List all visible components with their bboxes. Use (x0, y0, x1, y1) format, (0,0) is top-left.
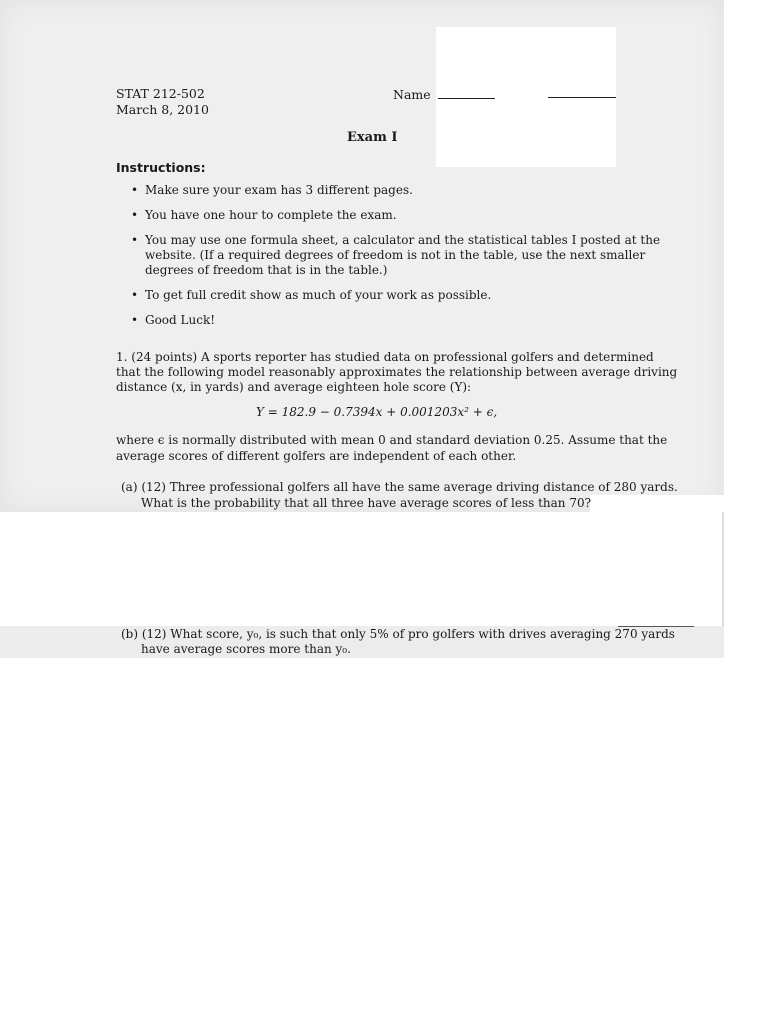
question1-line: 1. (24 points) A sports reporter has studied data on professional golfers and determined (116, 350, 654, 364)
scan-mark (618, 626, 694, 627)
name-label: Name (393, 87, 431, 102)
part-b-line: have average scores more than y₀. (141, 642, 351, 656)
bullet-icon: • (131, 313, 139, 327)
name-line-right (548, 97, 616, 98)
question1-line: distance (x, in yards) and average eighteen hole score (Y): (116, 380, 472, 394)
scan-edge-line (722, 512, 724, 626)
instructions-title: Instructions: (116, 160, 206, 175)
part-a-line: What is the probability that all three have average scores of less than 70? (141, 496, 592, 510)
blank-gap (0, 512, 724, 626)
bullet-icon: • (131, 233, 139, 247)
scan-edge (590, 495, 768, 512)
bullet-icon: • (131, 183, 139, 197)
exam-title: Exam I (347, 130, 398, 145)
part-a-line: (a) (12) Three professional golfers all have the same average driving distance of 280 yards. (121, 480, 678, 494)
question1-line: average scores of different golfers are independent of each other. (116, 449, 517, 463)
question1-line: that the following model reasonably approximates the relationship between average driving (116, 365, 678, 379)
exam-date: March 8, 2010 (116, 102, 209, 117)
bullet-icon: • (131, 288, 139, 302)
course-code: STAT 212-502 (116, 86, 205, 101)
question1-line: where ϵ is normally distributed with mean 0 and standard deviation 0.25. Assume that the (116, 433, 668, 447)
model-equation: Y = 182.9 − 0.7394x + 0.001203x² + ϵ, (256, 405, 498, 419)
name-line-left (438, 98, 495, 99)
part-b-line: (b) (12) What score, y₀, is such that only 5% of pro golfers with drives averaging 270 yards (121, 627, 675, 641)
bullet-icon: • (131, 208, 139, 222)
